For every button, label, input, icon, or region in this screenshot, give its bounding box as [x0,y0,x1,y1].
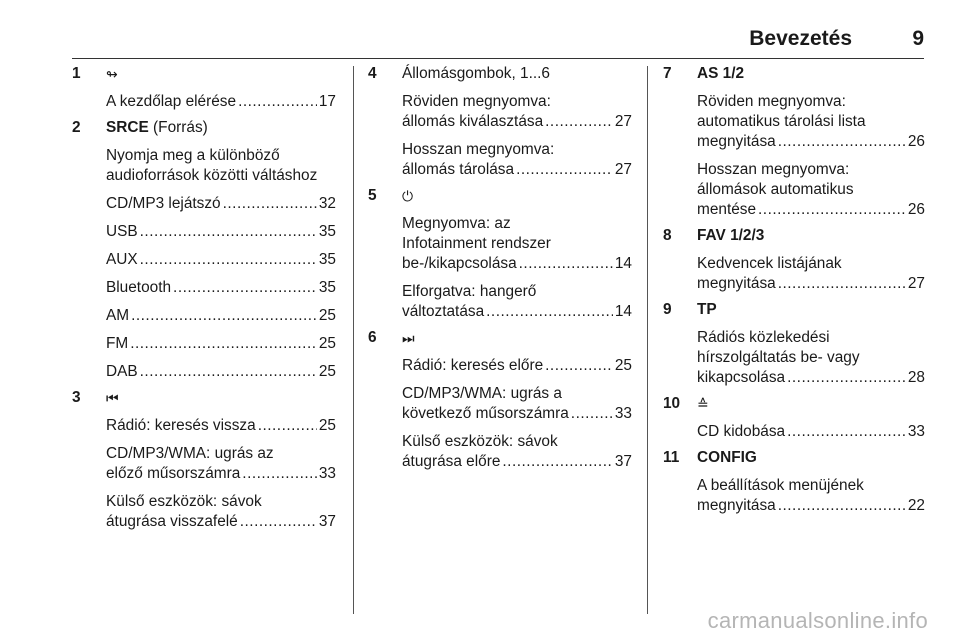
column-1 [72,64,336,532]
eject-icon: ≙ [697,396,709,412]
entry-5 [368,186,632,206]
toc-block: CD/MP3/WMA: ugrás az előző műsorszámra ..... 33 [106,444,336,484]
entry-number: 9 [663,301,672,318]
toc-line: FM ..... 25 [106,334,336,354]
toc-line: AUX ..... 35 [106,250,336,270]
entry-label: SRCE [106,119,149,136]
column-divider [647,66,648,614]
entry-number: 11 [663,449,680,466]
entry-10 [663,394,925,414]
watermark: carmanualsonline.info [707,608,928,633]
entry-9 [663,300,925,320]
seek-forward-icon: ⏭︎ [402,330,415,346]
entry-number: 4 [368,65,377,82]
entry-number: 7 [663,65,672,82]
entry-number: 6 [368,329,377,346]
entry-number: 10 [663,395,681,412]
entry-number: 5 [368,187,377,204]
entry-11 [663,448,925,468]
entry-4 [368,64,632,84]
entry-8 [663,226,925,246]
entry-number: 3 [72,389,81,406]
toc-line: USB ..... 35 [106,222,336,242]
entry-label: TP [697,301,717,318]
power-icon: ⏻ [402,188,414,204]
toc-block: Külső eszközök: sávok átugrása visszafelé ..... 37 [106,492,336,532]
toc-line: CD kidobása ..... 33 [697,422,925,442]
toc-block: Hosszan megnyomva: állomások automatikus mentése ..... 26 [697,160,925,220]
toc-block: Hosszan megnyomva: állomás tárolása ..... 27 [402,140,632,180]
toc-line: CD/MP3 lejátszó ..... 32 [106,194,336,214]
column-3 [663,64,925,516]
entry-number: 2 [72,119,81,136]
entry-label: AS 1/2 [697,65,745,82]
column-2 [368,64,632,472]
entry-7 [663,64,925,84]
toc-line: Rádió: keresés előre ..... 25 [402,356,632,376]
toc-block: Röviden megnyomva: automatikus tárolási lista megnyitása ..... 26 [697,92,925,152]
entry-2: 2 SRCE (Forrás) [72,119,208,136]
entry-label: FAV 1/2/3 [697,227,765,244]
column-divider [353,66,354,614]
toc-block: Megnyomva: az Infotainment rendszer be-/kikapcsolása ..... 14 [402,214,632,274]
entry-label: Állomásgombok, 1...6 [402,65,550,82]
toc-line: DAB ..... 25 [106,362,336,382]
toc-block: CD/MP3/WMA: ugrás a következő műsorszámra ..... 33 [402,384,632,424]
entry-1 [72,64,336,84]
page-number: 9 [912,27,924,50]
toc-block: Rádiós közlekedési hírszolgáltatás be- vagy kikapcsolása ..... 28 [697,328,925,388]
description: Nyomja meg a különböző audioforrások közötti váltáshoz [106,147,318,184]
entry-number: 1 [72,65,81,82]
page-title: Bevezetés [749,27,852,50]
entry-6 [368,328,632,348]
toc-block: Kedvencek listájának megnyitása ..... 27 [697,254,925,294]
toc-line: Rádió: keresés vissza ..... 25 [106,416,336,436]
toc-block: Elforgatva: hangerő változtatása ..... 14 [402,282,632,322]
home-icon: ↬ [106,66,118,82]
toc-line: Bluetooth ..... 35 [106,278,336,298]
toc-block: A beállítások menüjének megnyitása ..... 22 [697,476,925,516]
entry-number: 8 [663,227,672,244]
page-header [72,24,924,59]
toc-block: Röviden megnyomva: állomás kiválasztása ..... 27 [402,92,632,132]
entry-3 [72,388,336,408]
seek-back-icon: ⏮︎ [106,390,119,406]
toc-line: A kezdőlap elérése ..... 17 [106,92,336,112]
toc-line: AM ..... 25 [106,306,336,326]
entry-label: CONFIG [697,449,757,466]
toc-block: Külső eszközök: sávok átugrása előre ..... 37 [402,432,632,472]
